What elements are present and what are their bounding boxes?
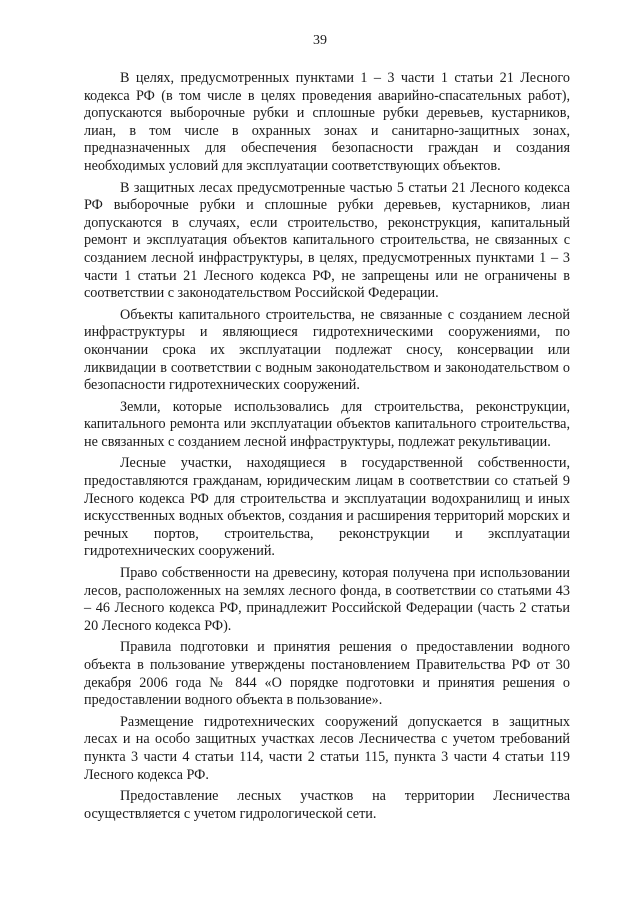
paragraph-8: Размещение гидротехнических сооружений допускается в защитных лесах и на особо защитных участках лесов Лесничества с учетом требований пункта 3 части 4 статьи 114, части 2 статьи 115, пункта 3 части 4 статьи 119 Лесного кодекса РФ. [84, 713, 570, 783]
document-body [84, 70, 570, 827]
paragraph-5: Лесные участки, находящиеся в государственной собственности, предоставляются гражданам, юридическим лицам в соответствии со статьей 9 Лесного кодекса РФ для строительства и эксплуатации водохранилищ и иных искусственных водных объектов, создания и расширения территорий морских и речных портов, строительства, реконструкции и эксплуатации гидротехнических сооружений. [84, 455, 570, 560]
page-number: 39 [313, 33, 327, 48]
paragraph-4: Земли, которые использовались для строительства, реконструкции, капитального ремонта или эксплуатации объектов капитального строительства, не связанных с созданием лесной инфраструктуры, подлежат рекультивации. [84, 398, 570, 450]
paragraph-7: Правила подготовки и принятия решения о предоставлении водного объекта в пользование утверждены постановлением Правительства РФ от 30 декабря 2006 года № 844 «О порядке подготовки и принятия решения о предоставлении водного объекта в пользование». [84, 639, 570, 709]
paragraph-3: Объекты капитального строительства, не связанные с созданием лесной инфраструктуры и являющиеся гидротехническими сооружениями, по окончании срока их эксплуатации подлежат сносу, консервации или ликвидации в соответствии с водным законодательством и законодательством о безопасности гидротехнических сооружений. [84, 306, 570, 394]
paragraph-1: В целях, предусмотренных пунктами 1 – 3 части 1 статьи 21 Лесного кодекса РФ (в том числе в целях проведения аварийно-спасательных работ), допускаются выборочные рубки и сплошные рубки деревьев, кустарников, лиан, в том числе в охранных зонах и санитарно-защитных зонах, предназначенных для обеспечения безопасности граждан и создания необходимых условий для эксплуатации соответствующих объектов. [84, 70, 570, 174]
paragraph-2: В защитных лесах предусмотренные частью 5 статьи 21 Лесного кодекса РФ выборочные рубки и сплошные рубки деревьев, кустарников, лиан допускаются в случаях, если строительство, реконструкция, капитальный ремонт и эксплуатация объектов капитального строительства, не связанных с созданием лесной инфраструктуры, в целях, предусмотренных пунктами 1 – 3 части 1 статьи 21 Лесного кодекса РФ, не запрещены или не ограничены в соответствии с законодательством Российской Федерации. [84, 179, 570, 302]
paragraph-9: Предоставление лесных участков на территории Лесничества осуществляется с учетом гидрологической сети. [84, 788, 570, 822]
paragraph-6: Право собственности на древесину, которая получена при использовании лесов, расположенных на землях лесного фонда, в соответствии со статьями 43 – 46 Лесного кодекса РФ, принадлежит Российской Федерации (часть 2 статьи 20 Лесного кодекса РФ). [84, 565, 570, 634]
